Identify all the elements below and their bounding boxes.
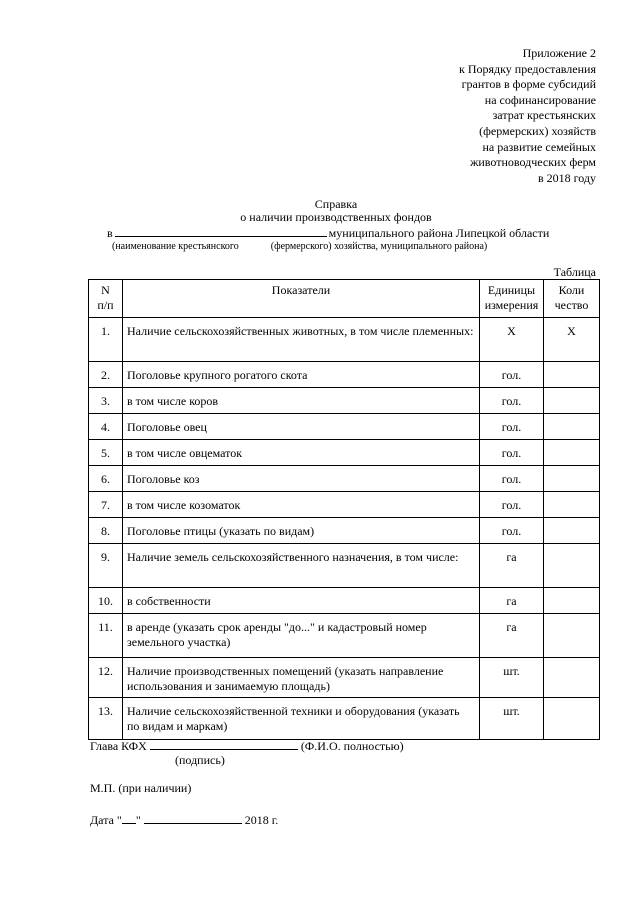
table-row (89, 318, 600, 362)
signature-hint: (подпись) (175, 753, 225, 767)
row-num: 4. (89, 414, 123, 440)
table-row (89, 658, 600, 698)
table-caption: Таблица (553, 265, 596, 279)
row-unit: га (480, 614, 544, 658)
table-row (89, 492, 600, 518)
header-unit: Единицы измерения (480, 280, 544, 318)
table-row (89, 440, 600, 466)
row-num: 9. (89, 544, 123, 588)
document-title: Справка (314, 197, 358, 211)
row-num: 13. (89, 698, 123, 740)
farm-suffix: муниципального района Липецкой области (328, 226, 550, 240)
row-qty[interactable] (544, 414, 600, 440)
row-unit: гол. (480, 466, 544, 492)
row-unit: Х (480, 318, 544, 362)
row-unit: гол. (480, 362, 544, 388)
row-unit: гол. (480, 518, 544, 544)
funds-table (88, 279, 600, 740)
row-qty[interactable] (544, 588, 600, 614)
row-num: 2. (89, 362, 123, 388)
appendix-line: грантов в форме субсидий (461, 77, 596, 92)
row-qty[interactable] (544, 658, 600, 698)
table-row (89, 414, 600, 440)
header-num: N п/п (89, 280, 123, 318)
document-subtitle: о наличии производственных фондов (240, 210, 432, 224)
row-num: 6. (89, 466, 123, 492)
appendix-line: затрат крестьянских (492, 108, 596, 123)
row-num: 1. (89, 318, 123, 362)
row-name: Поголовье крупного рогатого скота (123, 362, 480, 388)
row-unit: гол. (480, 492, 544, 518)
date-suffix: 2018 г. (244, 813, 279, 827)
date-day-blank[interactable] (122, 812, 136, 824)
header-qty: Коли чество (544, 280, 600, 318)
appendix-line: на софинансирование (484, 92, 596, 107)
appendix-block (356, 46, 596, 186)
farm-hint-left: (наименование крестьянского (112, 241, 239, 252)
row-name: Наличие земель сельскохозяйственного назначения, в том числе: (123, 544, 480, 588)
appendix-line: в 2018 году (537, 170, 596, 185)
head-label: Глава КФХ (90, 739, 147, 753)
row-num: 11. (89, 614, 123, 658)
row-qty[interactable] (544, 362, 600, 388)
stamp-label: М.П. (при наличии) (90, 781, 192, 795)
row-qty[interactable] (544, 518, 600, 544)
table-row (89, 518, 600, 544)
table-row (89, 614, 600, 658)
header-name: Показатели (123, 280, 480, 318)
date-line (90, 812, 278, 828)
farm-hint-right: (фермерского) хозяйства, муниципального района) (270, 241, 488, 252)
row-name: Наличие производственных помещений (указать направление использования и занимаемую площадь) (123, 658, 480, 698)
appendix-line: животноводческих ферм (470, 155, 596, 170)
row-unit: шт. (480, 698, 544, 740)
table-row (89, 388, 600, 414)
date-prefix: Дата " (90, 813, 122, 827)
row-name: Наличие сельскохозяйственных животных, в том числе племенных: (123, 318, 480, 362)
row-qty[interactable] (544, 388, 600, 414)
appendix-line: на развитие семейных (482, 139, 596, 154)
row-name: в том числе коров (123, 388, 480, 414)
row-num: 3. (89, 388, 123, 414)
table-header-row (89, 280, 600, 318)
row-unit: гол. (480, 440, 544, 466)
farm-name-hint (112, 239, 487, 254)
row-unit: гол. (480, 388, 544, 414)
row-name: в собственности (123, 588, 480, 614)
row-name: Поголовье овец (123, 414, 480, 440)
row-qty[interactable] (544, 492, 600, 518)
table-row (89, 362, 600, 388)
farm-name-blank[interactable] (115, 225, 327, 237)
table-row (89, 544, 600, 588)
row-num: 7. (89, 492, 123, 518)
row-num: 8. (89, 518, 123, 544)
row-num: 10. (89, 588, 123, 614)
row-unit: шт. (480, 658, 544, 698)
fio-label: (Ф.И.О. полностью) (300, 739, 404, 753)
row-num: 12. (89, 658, 123, 698)
row-name: в том числе козоматок (123, 492, 480, 518)
signature-blank[interactable] (150, 738, 298, 750)
row-unit: га (480, 544, 544, 588)
appendix-line: к Порядку предоставления (458, 61, 596, 76)
appendix-line: (фермерских) хозяйств (479, 123, 596, 138)
row-qty[interactable] (544, 614, 600, 658)
row-qty[interactable] (544, 698, 600, 740)
row-qty[interactable]: Х (544, 318, 600, 362)
signature-line (90, 738, 404, 754)
row-unit: гол. (480, 414, 544, 440)
table-row (89, 466, 600, 492)
row-num: 5. (89, 440, 123, 466)
table-row (89, 698, 600, 740)
table-row (89, 588, 600, 614)
row-qty[interactable] (544, 544, 600, 588)
row-name: в том числе овцематок (123, 440, 480, 466)
row-name: в аренде (указать срок аренды "до..." и кадастровый номер земельного участка) (123, 614, 480, 658)
row-unit: га (480, 588, 544, 614)
row-qty[interactable] (544, 466, 600, 492)
row-qty[interactable] (544, 440, 600, 466)
row-name: Поголовье коз (123, 466, 480, 492)
appendix-line: Приложение 2 (522, 46, 596, 60)
farm-prefix: в (107, 226, 113, 240)
date-month-blank[interactable] (144, 812, 242, 824)
date-mid: " (135, 813, 141, 827)
row-name: Поголовье птицы (указать по видам) (123, 518, 480, 544)
row-name: Наличие сельскохозяйственной техники и оборудования (указать по видам и маркам) (123, 698, 480, 740)
